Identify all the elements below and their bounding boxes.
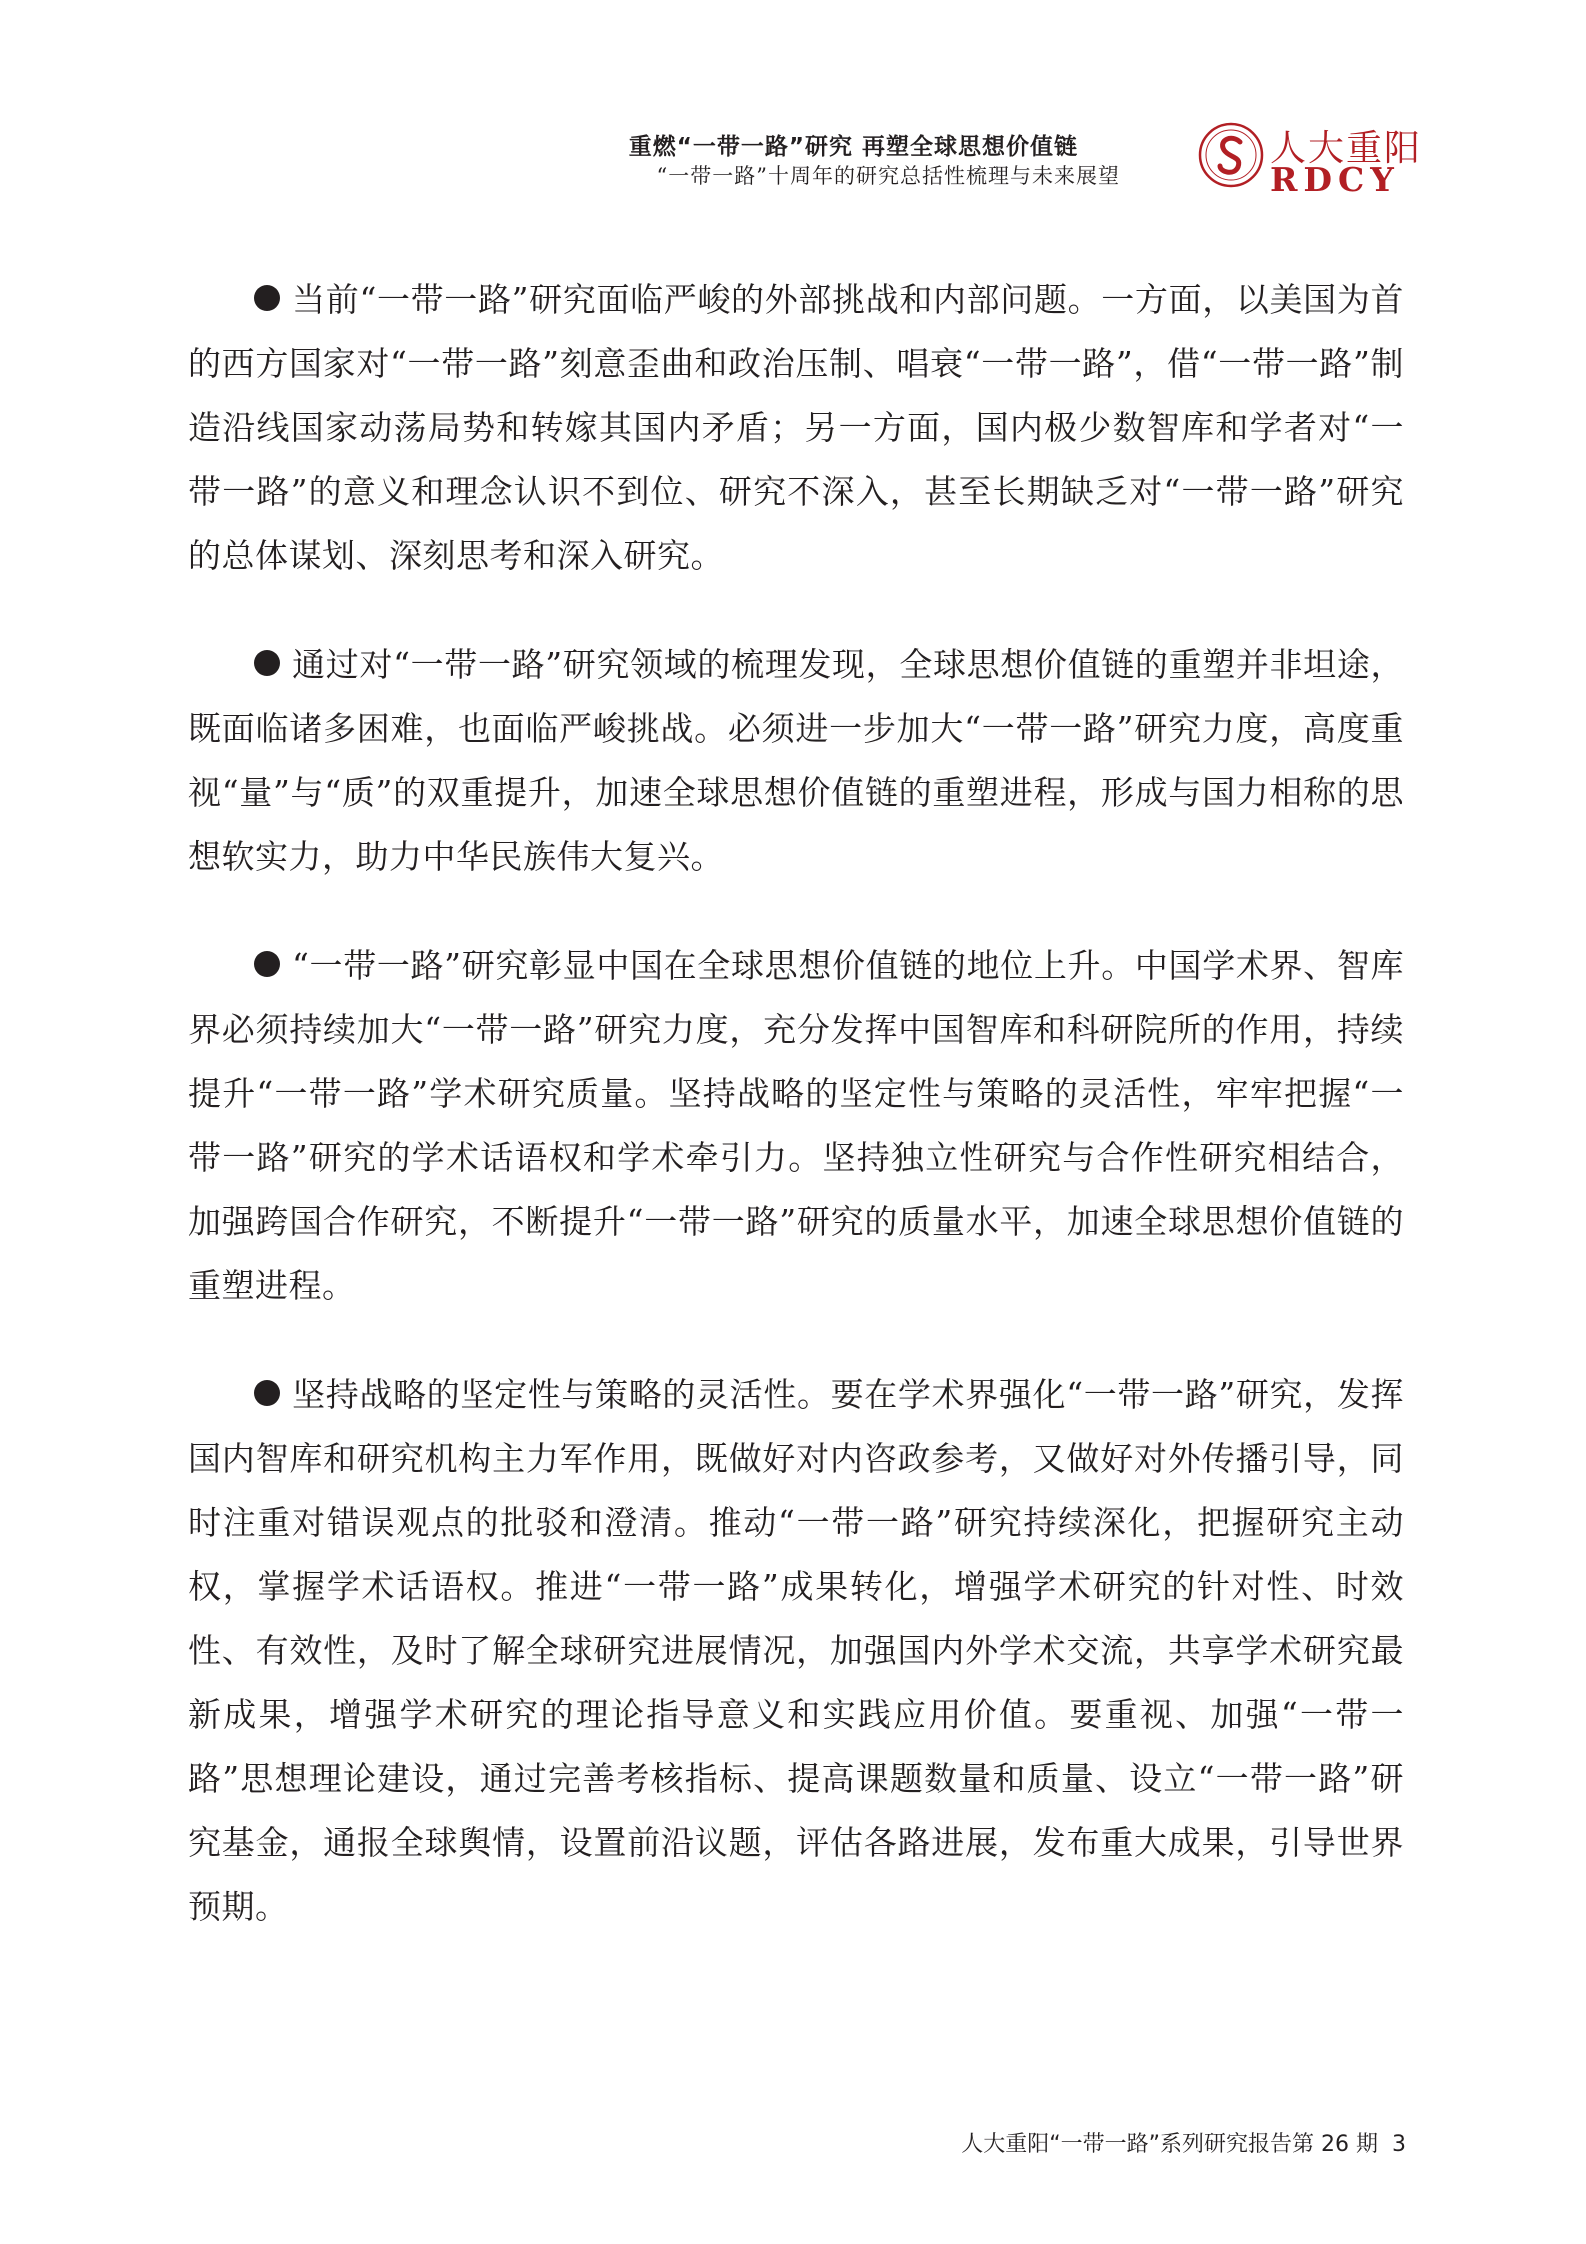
bullet-paragraph [188,268,1404,588]
rdcy-emblem-icon [1196,120,1266,190]
bullet-icon [254,650,280,676]
header-subtitle: “一带一路”十周年的研究总括性梳理与未来展望 [656,164,1120,188]
bullet-paragraph [188,934,1404,1318]
bullet-paragraph [188,1363,1404,1939]
rdcy-logo [1196,118,1423,199]
paragraph-text: 当前“一带一路”研究面临严峻的外部挑战和内部问题。一方面，以美国为首的西方国家对“一带一路”刻意歪曲和政治压制、唱衰“一带一路”，借“一带一路”制造沿线国家动荡局势和转嫁其国内矛盾；另一方面，国内极少数智库和学者对“一带一路”的意义和理念认识不到位、研究不深入，甚至长期缺乏对“一带一路”研究的总体谋划、深刻思考和深入研究。 [188,280,1404,575]
paragraph-text: “一带一路”研究彰显中国在全球思想价值链的地位上升。中国学术界、智库界必须持续加大“一带一路”研究力度，充分发挥中国智库和科研院所的作用，持续提升“一带一路”学术研究质量。坚持战略的坚定性与策略的灵活性，牢牢把握“一带一路”研究的学术话语权和学术牵引力。坚持独立性研究与合作性研究相结合，加强跨国合作研究，不断提升“一带一路”研究的质量水平，加速全球思想价值链的重塑进程。 [188,946,1404,1305]
paragraph-text: 坚持战略的坚定性与策略的灵活性。要在学术界强化“一带一路”研究，发挥国内智库和研究机构主力军作用，既做好对内咨政参考，又做好对外传播引导，同时注重对错误观点的批驳和澄清。推动“一带一路”研究持续深化，把握研究主动权，掌握学术话语权。推进“一带一路”成果转化，增强学术研究的针对性、时效性、有效性，及时了解全球研究进展情况，加强国内外学术交流，共享学术研究最新成果，增强学术研究的理论指导意义和实践应用价值。要重视、加强“一带一路”思想理论建设，通过完善考核指标、提高课题数量和质量、设立“一带一路”研究基金，通报全球舆情，设置前沿议题，评估各路进展，发布重大成果，引导世界预期。 [188,1375,1404,1926]
paragraph-text: 通过对“一带一路”研究领域的梳理发现，全球思想价值链的重塑并非坦途，既面临诸多困难，也面临严峻挑战。必须进一步加大“一带一路”研究力度，高度重视“量”与“质”的双重提升，加速全球思想价值链的重塑进程，形成与国力相称的思想软实力，助力中华民族伟大复兴。 [188,645,1404,876]
page-header [0,118,1586,198]
bullet-paragraph [188,633,1404,889]
bullet-icon [254,951,280,977]
logo-chinese-name: 人大重阳 [1270,128,1423,169]
header-title: 重燃“一带一路”研究 再塑全球思想价值链 [628,134,1078,160]
logo-english-name: RDCY [1270,160,1400,199]
footer-report-title: 人大重阳“一带一路”系列研究报告第 26 期 [961,2132,1378,2157]
page-footer [961,2127,1406,2158]
page-number: 3 [1392,2132,1406,2157]
bullet-icon [254,1380,280,1406]
main-content [188,268,1404,1984]
bullet-icon [254,285,280,311]
